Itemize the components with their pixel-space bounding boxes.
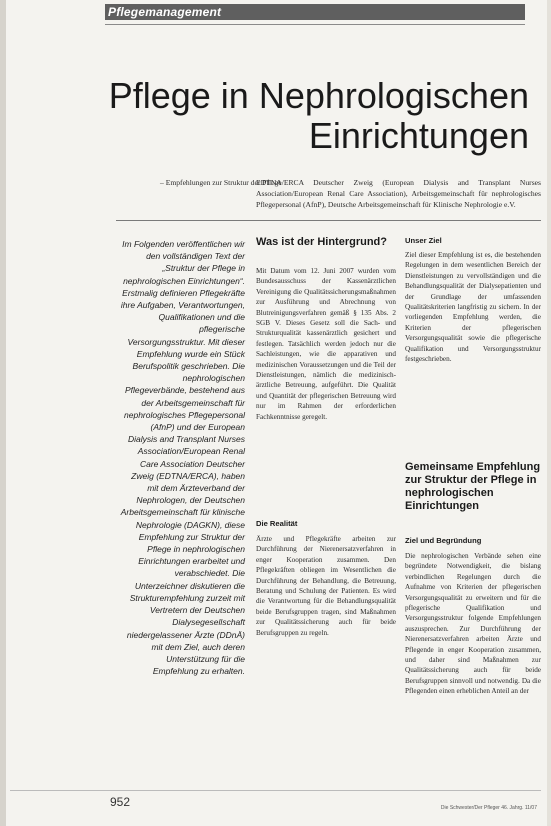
article-title-line-2: Einrichtungen xyxy=(308,115,529,156)
footer-publication: Die Schwester/Der Pfleger 46. Jahrg. 11/07 xyxy=(440,805,537,811)
section-label: Pflegemanagement xyxy=(108,5,222,19)
body-text-unser-ziel: Ziel dieser Empfehlung ist es, die bestehenden Regelungen in dem wesentlichen Bereich der Dienstleistungen zu vervollständigen und die Behandlungsqualität der Dialysepatienten und der Grundlage der umfassenden Qualitätskriterien langfristig zu sichern. In der vorliegenden Empfehlung werden, die Kriterien der pflegerischen Versorgungsqualität sowie die pflegerische Qualifikation und Versorgungsstruktur festgeschrieben. xyxy=(405,251,541,364)
page-number: 952 xyxy=(110,795,131,809)
body-text-realitaet: Ärzte und Pflegekräfte arbeiten zur Durchführung der Nierenersatzverfahren in enger Kooperation zusammen. Den Pflegekräften obliegen im Wesentlichen die Durchführung der Behandlung, die Betreuung, Beratung und Schulung der Patienten. Es wird die Verantwortung für die Behandlungsqualität beide Berufsgruppen tragen, sind Maßnahmen zur Qualitätssicherung auch für beide Berufsgruppen zu regeln. xyxy=(256,535,396,637)
article-kicker: – Empfehlungen zur Struktur der Pflege xyxy=(160,178,282,187)
heading-hintergrund: Was ist der Hintergrund? xyxy=(256,236,387,248)
footer-rule xyxy=(10,790,541,791)
section-rule xyxy=(105,24,525,25)
subheading-realitaet: Die Realität xyxy=(256,519,298,528)
body-text-ziel-und-begruendung: Die nephrologischen Verbände sehen eine begründete Notwendigkeit, die bislang verbindlichen Regelungen durch die Aufnahme von Kriterien der pflegerischen Versorgungsqualität zu erweitern und für die pflegerische Qualifikation und Versorgungsstruktur folgende Empfehlungen auszusprechen. Zur Durchführung der Nierenersatzverfahren arbeiten Ärzte und Pflegende in enger Kooperation zusammen, und daher sind Maßnahmen zur Qualitätssicherung auch für beide Berufsgruppen sinnvoll und notwendig. Da die Pflegenden einen erheblichen Anteil an der xyxy=(405,552,541,696)
header-rule xyxy=(116,220,541,221)
body-text-hintergrund: Mit Datum vom 12. Juni 2007 wurden vom Bundesausschuss der Kassenärztlichen Vereinigung die Qualitätssicherungsmaßnahmen zur Ausführung und Abrechnung von Blutreinigungsverfahren gemäß § 135 Abs. 2 SGB V. Dieses Gesetz soll die Sach- und Strukturqualität kassenärztlich gesichert und festlegen. Tatsächlich werden jedoch nur die Sachleistungen, wie die apparativen und medizinischen Voraussetzungen und die Teil der Dienstleistungen, nämlich die medizinisch-ärztliche Betreuung, aufgeführt. Die Qualität und Quantität der pflegerischen Betreuung wird nur im Rahmen der erforderlichen Fachkenntnisse geregelt. xyxy=(256,267,396,421)
subheading-ziel-und-begruendung: Ziel und Begründung xyxy=(405,536,482,545)
article-title-line-1: Pflege in Nephrologischen xyxy=(108,75,529,116)
page-edge-left xyxy=(0,0,6,826)
heading-gemeinsame-empfehlung: Gemeinsame Empfehlung zur Struktur der Pflege in nephrologischen Einrichtungen xyxy=(405,461,541,512)
page-edge-right xyxy=(547,0,551,826)
intro-text: Im Folgenden veröffentlichen wir den vollständigen Text der „Struktur der Pflege in nephrologischen Einrichtungen“. Erstmalig definieren Pflegekräfte ihre Aufgaben, Verantwortungen, Qualifikationen und die pflegerische Versorgungsstruktur. Mit dieser Empfehlung wurde ein Stück Berufspolitik geschrieben. Die nephrologischen Pflegeverbände, bestehend aus der Arbeitsgemeinschaft für nephrologisches Pflegepersonal (AfnP) und der European Dialysis and Transplant Nurses Association/European Renal Care Association Deutscher Zweig (EDTNA/ERCA), haben mit dem Ärzteverband der Nephrologen, der Deutschen Arbeitsgemeinschaft für klinische Nephrologie (DAGKN), diese Empfehlung zur Struktur der Pflege in nephrologischen Einrichtungen erarbeitet und verabschiedet. Die Unterzeichner diskutieren die Strukturempfehlung zurzeit mit Vertretern der Deutschen Dialysegesellschaft niedergelassener Ärzte (DDnÄ) mit dem Ziel, auch deren Unterstützung für die Empfehlung zu erhalten. xyxy=(120,239,245,677)
article-contributors: EDTNA/ERCA Deutscher Zweig (European Dialysis and Transplant Nurses Association/European Renal Care Association), Arbeitsgemeinschaft für nephrologisches Pflegepersonal (AfnP), Deutsche Arbeitsgemeinschaft für Klinische Nephrologie e.V. xyxy=(256,178,541,209)
subheading-unser-ziel: Unser Ziel xyxy=(405,236,442,245)
